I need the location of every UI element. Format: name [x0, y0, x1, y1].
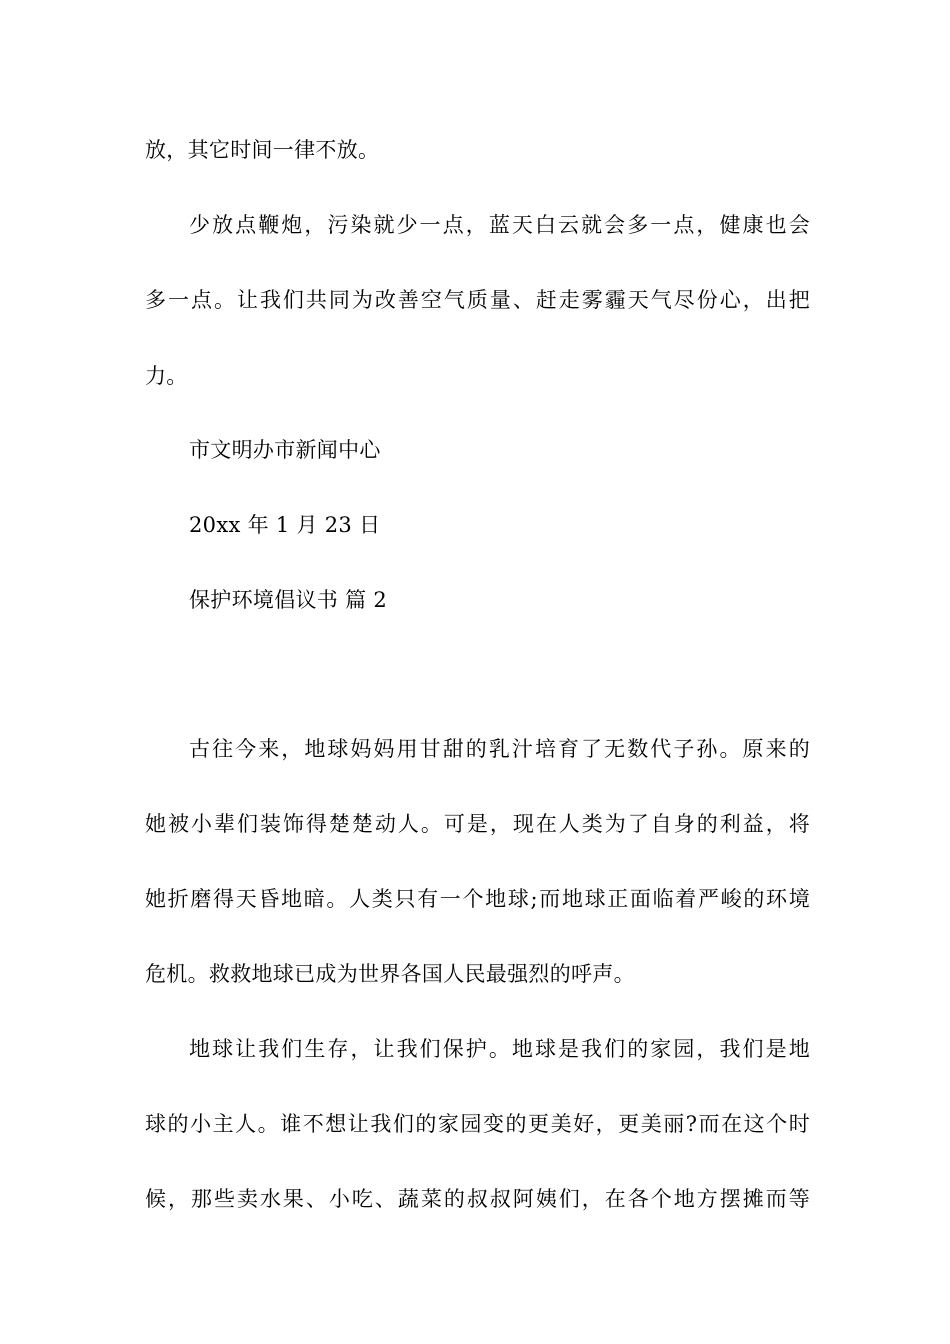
paragraph-line: 危机。救救地球已成为世界各国人民最强烈的呼声。 — [145, 962, 635, 986]
paragraph-line: 少放点鞭炮，污染就少一点，蓝天白云就会多一点，健康也会 — [189, 213, 810, 237]
paragraph-line: 力。 — [145, 364, 188, 388]
paragraph-line: 她被小辈们装饰得楚楚动人。可是，现在人类为了自身的利益，将 — [145, 812, 810, 836]
paragraph-line: 她折磨得天昏地暗。人类只有一个地球;而地球正面临着严峻的环境 — [145, 887, 810, 911]
paragraph-line: 球的小主人。谁不想让我们的家园变的更美好，更美丽?而在这个时 — [145, 1112, 810, 1136]
signature-date: 20xx 年 1 月 23 日 — [189, 513, 381, 537]
paragraph-line: 古往今来，地球妈妈用甘甜的乳汁培育了无数代子孙。原来的 — [189, 737, 810, 761]
paragraph-line: 地球让我们生存，让我们保护。地球是我们的家园，我们是地 — [189, 1037, 810, 1061]
paragraph-line: 多一点。让我们共同为改善空气质量、赶走雾霾天气尽份心，出把 — [145, 288, 810, 312]
paragraph-line: 放，其它时间一律不放。 — [145, 138, 380, 162]
signature-organization: 市文明办市新闻中心 — [189, 438, 381, 462]
paragraph-line: 候，那些卖水果、小吃、蔬菜的叔叔阿姨们，在各个地方摆摊而等 — [145, 1187, 810, 1211]
section-heading: 保护环境倡议书 篇 2 — [189, 588, 388, 612]
